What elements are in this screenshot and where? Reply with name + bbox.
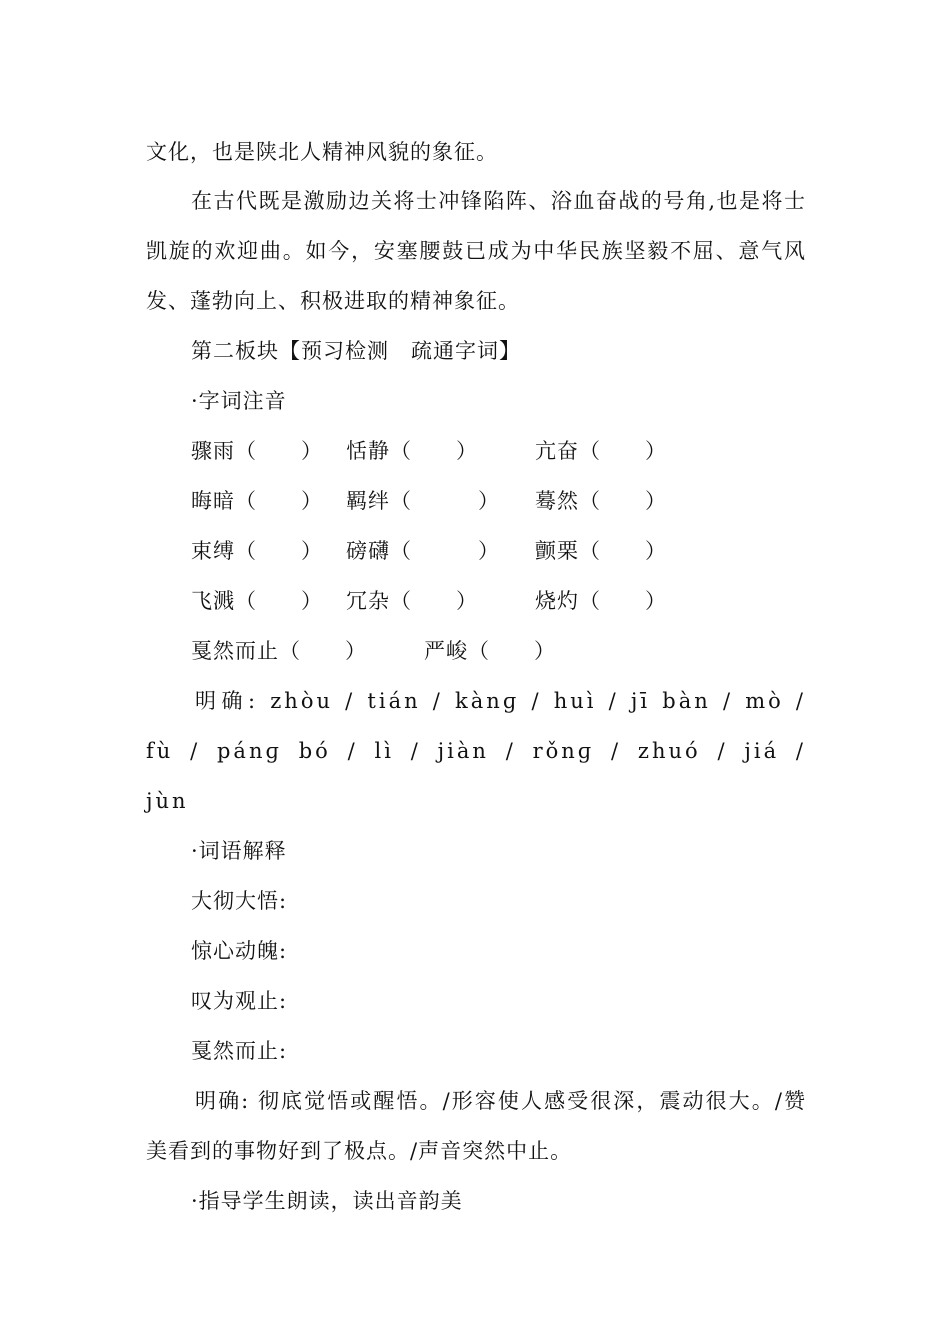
vocab-item: 晦暗（ ） bbox=[191, 489, 323, 513]
paragraph-line: 凯旋的欢迎曲。如今，安塞腰鼓已成为中华民族坚毅不屈、意气风 bbox=[146, 239, 806, 263]
vocab-item: 恬静（ ） bbox=[346, 439, 478, 463]
answer-pinyin-line: jùn bbox=[146, 789, 189, 813]
vocab-item: 束缚（ ） bbox=[191, 539, 323, 563]
vocab-item: 蓦然（ ） bbox=[535, 489, 667, 513]
vocab-item: 羁绊（ ） bbox=[346, 489, 500, 513]
section-title: 第二板块【预习检测 疏通字词】 bbox=[191, 339, 521, 363]
paragraph-line: 文化，也是陕北人精神风貌的象征。 bbox=[146, 140, 498, 164]
vocab-item: 严峻（ ） bbox=[424, 639, 556, 663]
vocab-item: 颤栗（ ） bbox=[535, 539, 667, 563]
vocab-item: 冗杂（ ） bbox=[346, 589, 478, 613]
paragraph-line: 发、蓬勃向上、积极进取的精神象征。 bbox=[146, 289, 520, 313]
vocab-item: 戛然而止（ ） bbox=[191, 639, 367, 663]
phonetic-heading: ·字词注音 bbox=[191, 389, 287, 413]
paragraph-line: 在古代既是激励边关将士冲锋陷阵、浴血奋战的号角,也是将士 bbox=[191, 189, 806, 213]
vocab-item: 磅礴（ ） bbox=[346, 539, 500, 563]
term-item: 戛然而止: bbox=[191, 1039, 288, 1063]
answer-pinyin-line: fù / pánɡ bó / lì / jiàn / rǒnɡ / zhuó / jiá / bbox=[146, 739, 806, 763]
reading-heading: ·指导学生朗读，读出音韵美 bbox=[191, 1189, 463, 1213]
vocab-item: 飞溅（ ） bbox=[191, 589, 323, 613]
term-item: 惊心动魄: bbox=[191, 939, 288, 963]
vocab-item: 亢奋（ ） bbox=[535, 439, 667, 463]
answer-explain-line: 明确: 彻底觉悟或醒悟。/形容使人感受很深，震动很大。/赞 bbox=[195, 1089, 806, 1113]
vocab-item: 骤雨（ ） bbox=[191, 439, 323, 463]
answer-pinyin-line: 明确: zhòu / tián / kànɡ / huì / jī bàn / mò / bbox=[195, 689, 806, 713]
term-item: 大彻大悟: bbox=[191, 889, 288, 913]
term-item: 叹为观止: bbox=[191, 989, 288, 1013]
vocab-item: 烧灼（ ） bbox=[535, 589, 667, 613]
answer-explain-line: 美看到的事物好到了极点。/声音突然中止。 bbox=[146, 1139, 573, 1163]
explain-heading: ·词语解释 bbox=[191, 839, 287, 863]
